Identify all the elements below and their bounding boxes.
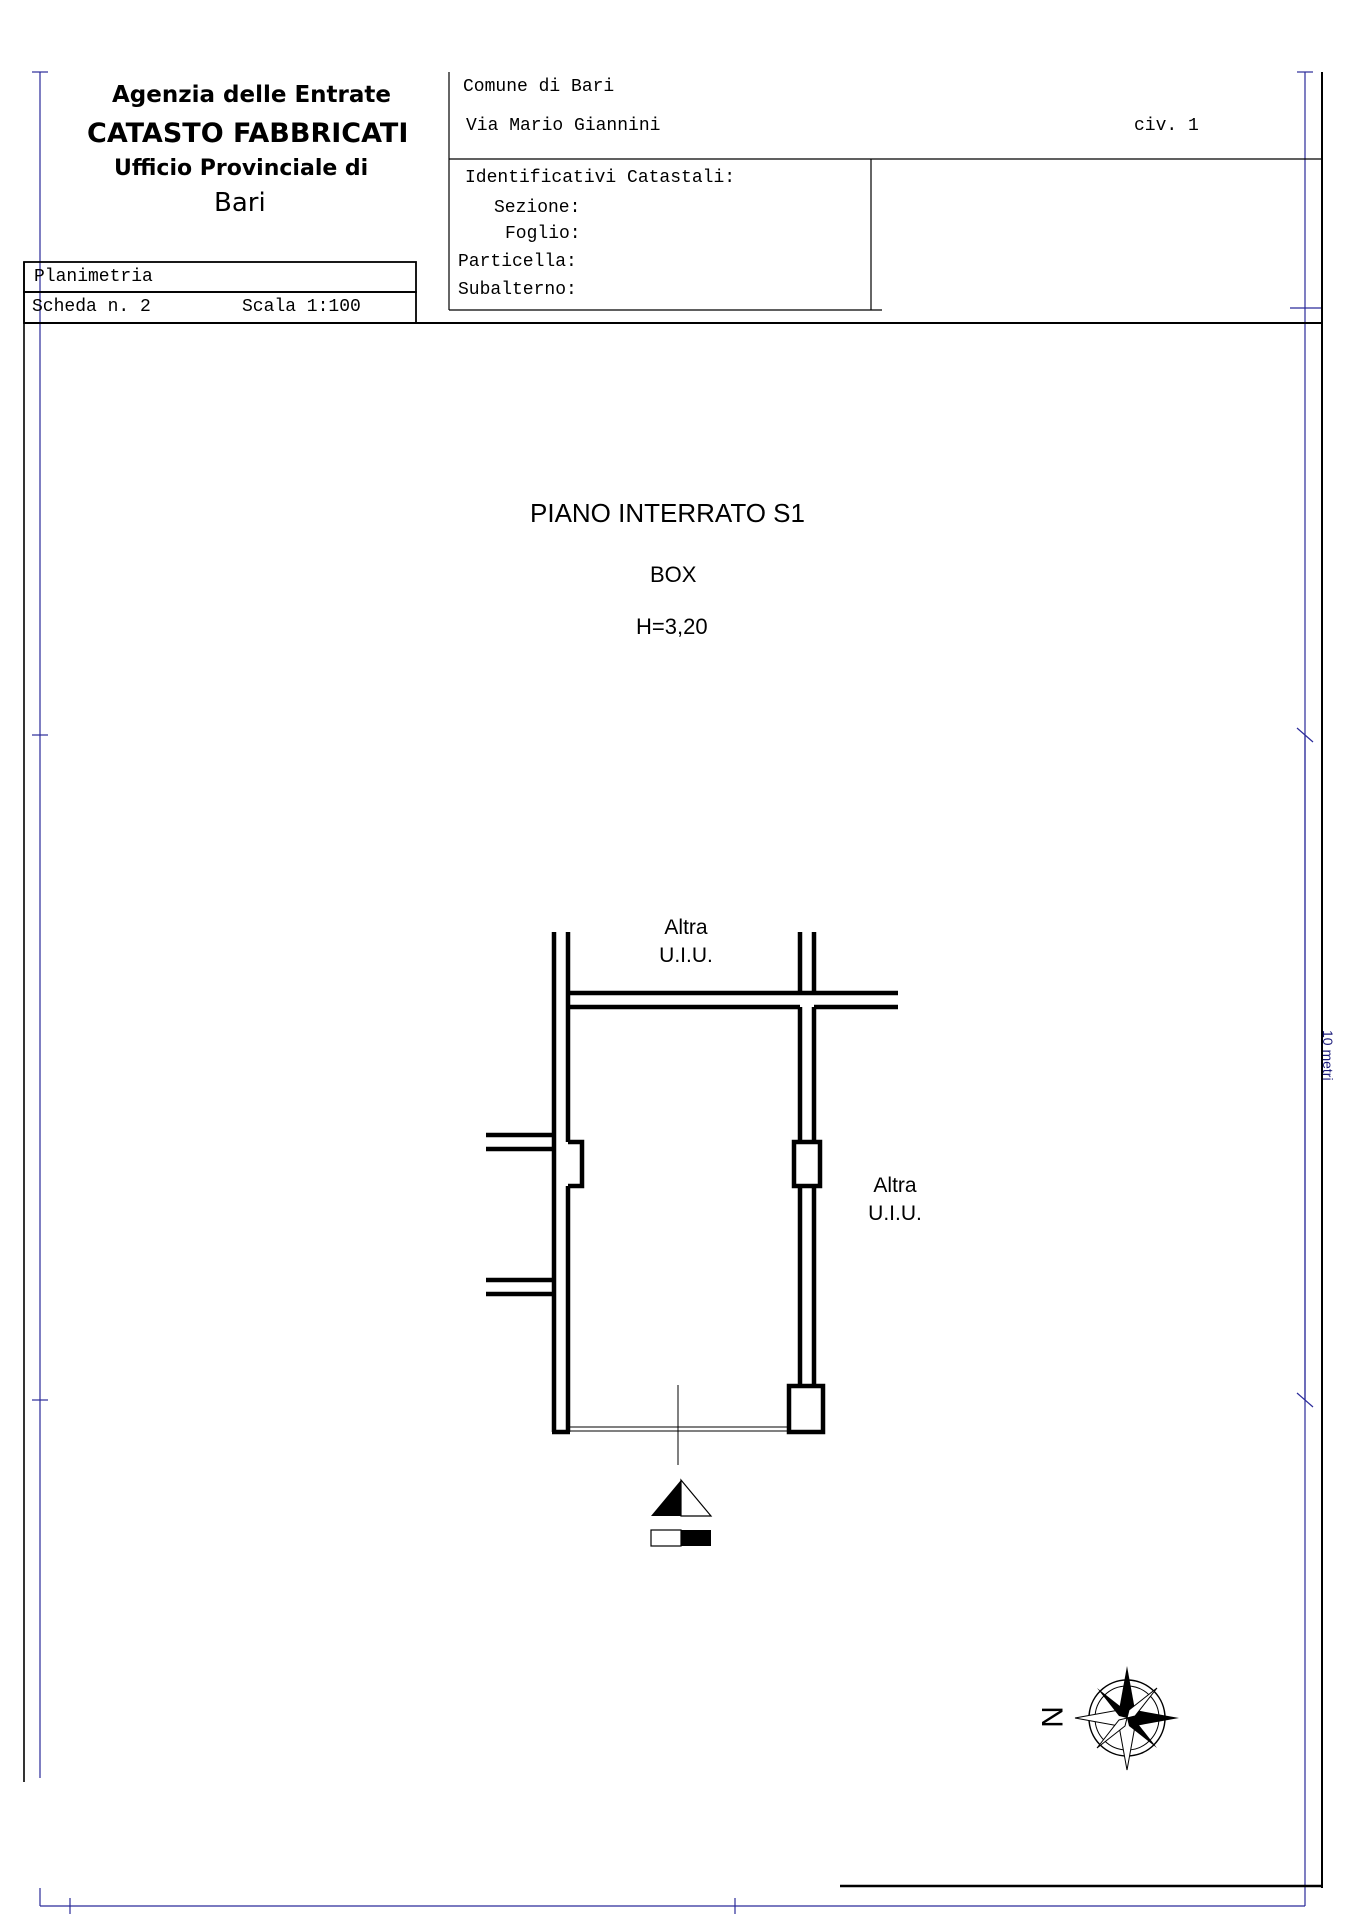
sheet-frame [24,72,1322,1888]
unit-type-label: BOX [650,562,697,587]
scheda-number: Scheda n. 2 [32,297,151,317]
ufficio-city: Bari [214,188,266,218]
ceiling-height-label: H=3,20 [636,614,708,639]
box-walls [486,932,898,1432]
view-direction-symbol [651,1480,711,1546]
ufficio-label: Ufficio Provinciale di [114,156,369,181]
comune-label: Comune di Bari [463,77,615,97]
scale-bar-label: 10 metri [1320,1030,1336,1081]
compass-north-label: N [1034,1706,1068,1728]
scale-label: Scala 1:100 [242,297,361,317]
identificativi-title: Identificativi Catastali: [465,168,736,188]
foglio-label: Foglio: [505,224,581,244]
neighbor-right-label [855,1172,935,1228]
entrance-opening [568,1385,789,1465]
catasto-title: CATASTO FABBRICATI [87,118,409,149]
particella-label: Particella: [458,252,577,272]
planimetria-label: Planimetria [34,267,153,287]
neighbor-top-line1: Altra [664,916,708,939]
neighbor-right-line2: U.I.U. [868,1202,922,1225]
street-label: Via Mario Giannini [466,116,661,136]
subalterno-label: Subalterno: [458,280,577,300]
sezione-label: Sezione: [494,198,581,218]
compass-rose-icon [1075,1666,1179,1770]
agency-name: Agenzia delle Entrate [112,82,392,108]
floor-level-title: PIANO INTERRATO S1 [530,498,805,528]
civic-number: civ. 1 [1134,116,1199,136]
neighbor-top-label [646,914,726,970]
neighbor-right-line1: Altra [873,1174,917,1197]
neighbor-top-line2: U.I.U. [659,944,713,967]
